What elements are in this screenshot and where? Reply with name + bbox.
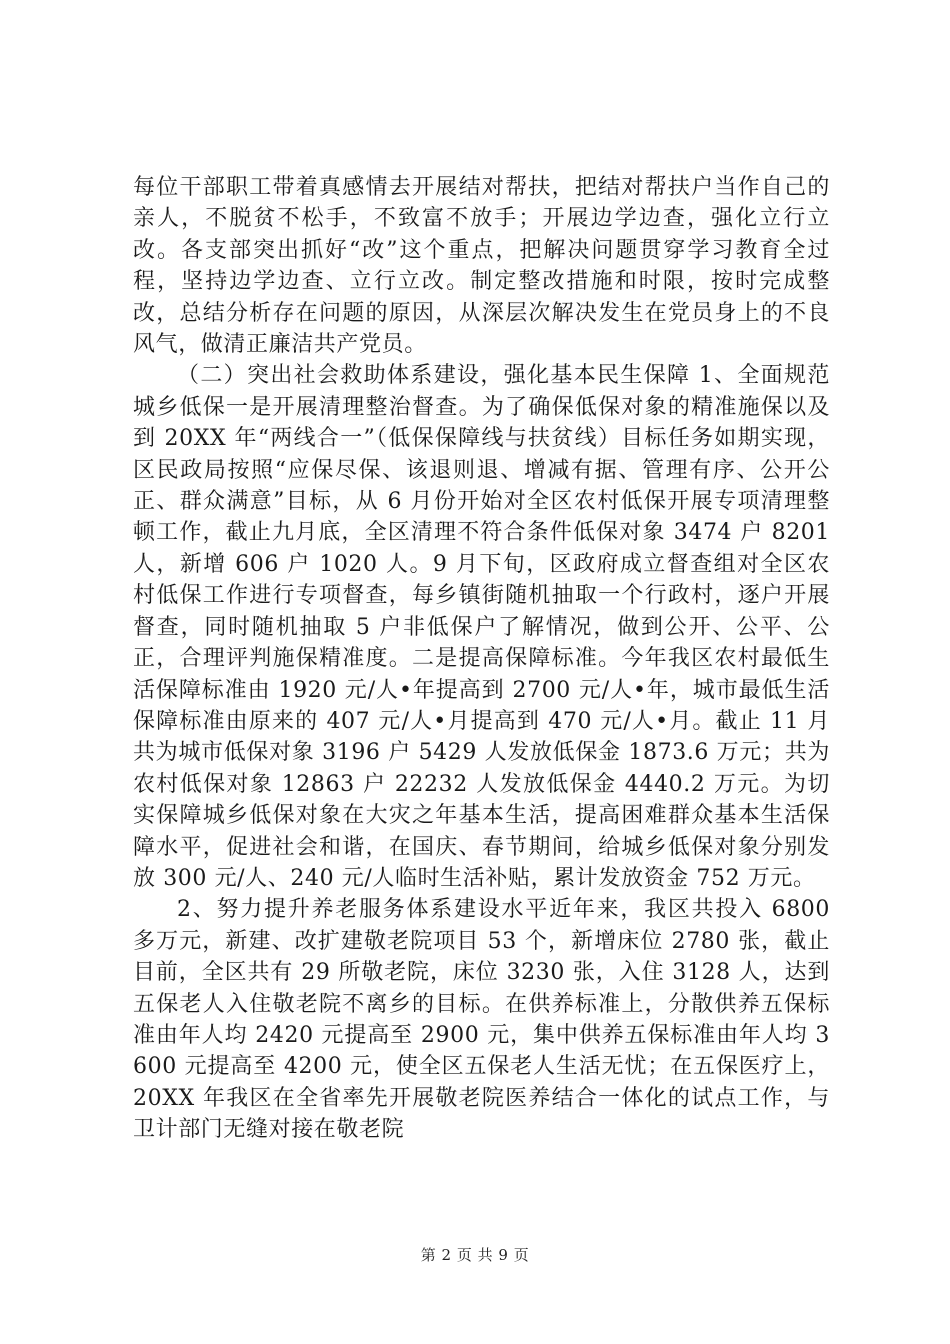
paragraph-1: 每位干部职工带着真感情去开展结对帮扶，把结对帮扶户当作自己的亲人，不脱贫不松手，不致富不放手；开展边学边查，强化立行立改。各支部突出抓好“改”这个重点，把解决问题贯穿学习教育全过程，坚持边学边查、立行立改。制定整改措施和时限，按时完成整改，总结分析存在问题的原因，从深层次解决发生在党员身上的不良风气，做清正廉洁共产党员。 — [133, 175, 830, 358]
paragraph-3: 2、努力提升养老服务体系建设水平近年来，我区共投入 6800 多万元，新建、改扩建敬老院项目 53 个，新增床位 2780 张，截止目前，全区共有 29 所敬老院，床位 3230 张，入住 3128 人，达到五保老人入住敬老院不离乡的目标。在供养标准上，分散供养五保标准由年人均 2420 元提高至 2900 元，集中供养五保标准由年人均 3600 元提高至 4200 元，使全区五保老人生活无忧；在五保医疗上，20XX 年我区在全省率先开展敬老院医养结合一体化的试点工作，与卫计部门无缝对接在敬老院 — [133, 897, 838, 1143]
paragraph-2: （二）突出社会救助体系建设，强化基本民生保障 1、全面规范城乡低保一是开展清理整治督查。为了确保低保对象的精准施保以及到 20XX 年“两线合一”（低保保障线与扶贫线）目标任务如期实现，区民政局按照“应保尽保、该退则退、增减有据、管理有序、公开公正、群众满意”目标，从 6 月份开始对全区农村低保开展专项清理整顿工作，截止九月底，全区清理不符合条件低保对象 3474 户 8201 人，新增 606 户 1020 人。9 月下旬，区政府成立督查组对全区农村低保工作进行专项督查，每乡镇街随机抽取一个行政村，逐户开展督查，同时随机抽取 5 户非低保户了解情况，做到公开、公平、公正，合理评判施保精准度。二是提高保障标准。今年我区农村最低生活保障标准由 1920 元/人•年提高到 2700 元/人•年，城市最低生活保障标准由原来的 407 元/人•月提高到 470 元/人•月。截止 11 月共为城市低保对象 3196 户 5429 人发放低保金 1873.6 万元；共为农村低保对象 12863 户 22232 人发放低保金 4440.2 万元。为切实保障城乡低保对象在大灾之年基本生活，提高困难群众基本生活保障水平，促进社会和谐，在国庆、春节期间，给城乡低保对象分别发放 300 元/人、240 元/人临时生活补贴，累计发放资金 752 万元。 — [133, 363, 838, 891]
document-body — [133, 172, 838, 1146]
page-footer: 第 2 页 共 9 页 — [420, 1246, 530, 1264]
